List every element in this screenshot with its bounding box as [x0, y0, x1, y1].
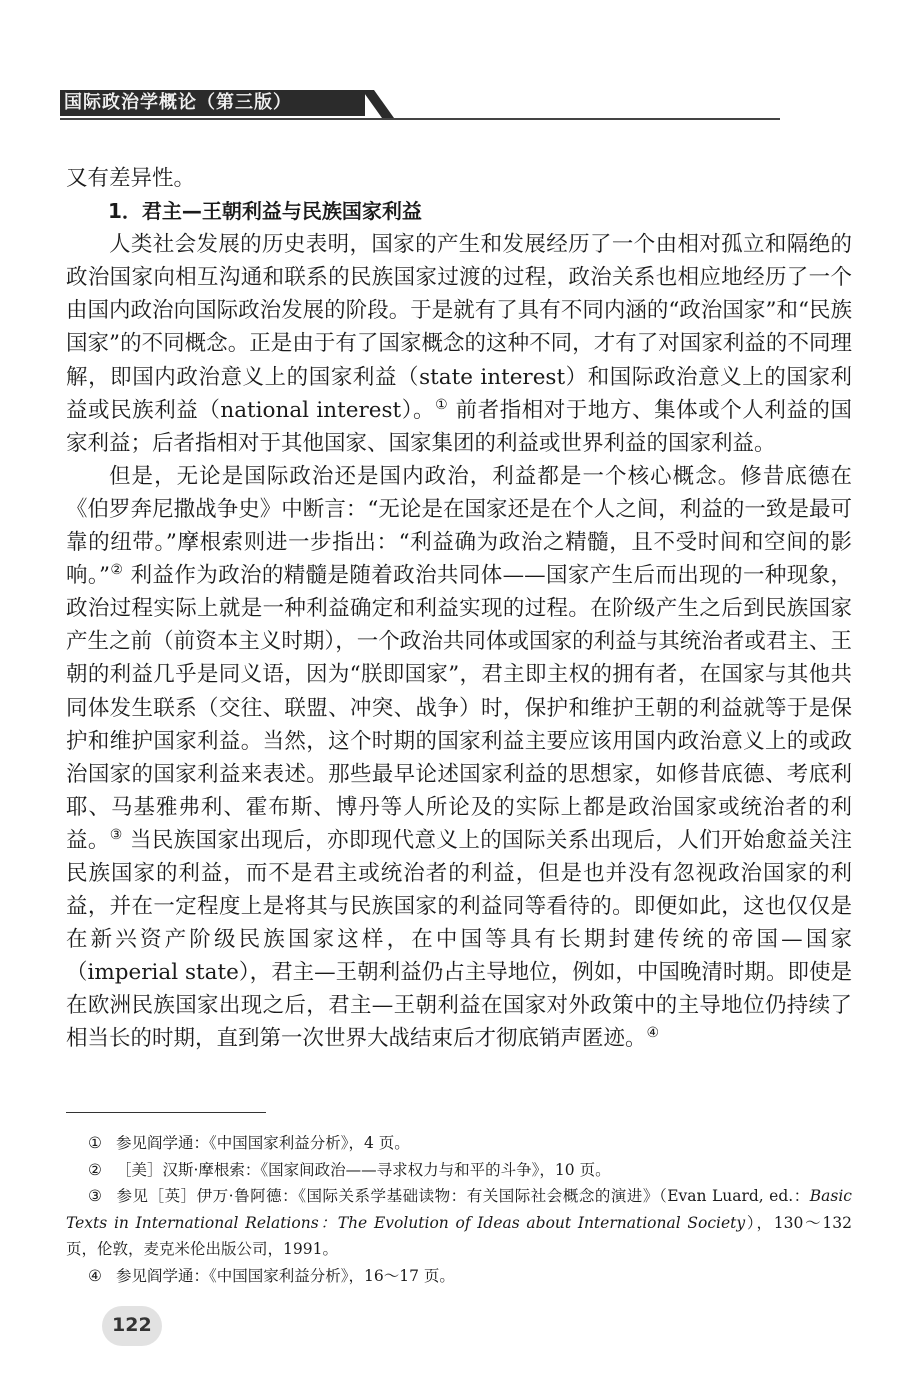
paragraph-2-text-b: 利益作为政治的精髓是随着政治共同体——国家产生后而出现的一种现象，政治过程实际上就是一种利益确定和利益实现的过程。在阶级产生之后到民族国家产生之前（前资本主义时期），一个政治共同体或国家的利益与其统治者或君主、王朝的利益几乎是同义语，因为“朕即国家”，君主即主权的拥有者，在国家与其他共同体发生联系（交往、联盟、冲突、战争）时，保护和维护王朝的利益就等于是保护和维护国家利益。当然，这个时期的国家利益主要应该用国内政治意义上的或政治国家的国家利益来表述。那些最早论述国家利益的思想家，如修昔底德、考底利耶、马基雅弗利、霍布斯、博丹等人所论及的实际上都是政治国家或统治者的利益。 — [66, 563, 852, 853]
header-rule — [60, 118, 780, 120]
header-arrow-icon — [360, 86, 400, 120]
footnote-ref-3[interactable]: ③ — [109, 826, 123, 843]
footnote-1-mark: ① — [88, 1134, 102, 1152]
section-heading: 1．君主—王朝利益与民族国家利益 — [108, 199, 422, 224]
paragraph-2-text-a: 但是，无论是国际政治还是国内政治，利益都是一个核心概念。修昔底德在《伯罗奔尼撒战争史》中断言：“无论是在国家还是在个人之间，利益的一致是最可靠的纽带。”摩根索则进一步指出：“利益确为政治之精髓，且不受时间和空间的影响。” — [66, 463, 852, 589]
paragraph-1-tail: 前者指相对于地方、集体或个人利益的国家利益；后者指相对于其他国家、国家集团的利益或世界利益的国家利益。 — [66, 397, 852, 456]
footnote-2-text: ［美］汉斯·摩根索：《国家间政治——寻求权力与和平的斗争》，10 页。 — [116, 1160, 611, 1179]
footnote-3-book-title: Basic Texts in International Relations：The Evolution of Ideas about International Society — [66, 1187, 852, 1232]
footnote-ref-2[interactable]: ② — [110, 562, 124, 579]
footnote-4-text: 参见阎学通：《中国国家利益分析》，16～17 页。 — [116, 1266, 455, 1285]
footnote-2-mark: ② — [88, 1160, 102, 1179]
footnote-3 — [66, 1183, 852, 1263]
main-text — [66, 162, 852, 1056]
footnote-3-mark: ③ — [88, 1187, 102, 1205]
footnote-ref-4[interactable]: ④ — [646, 1025, 660, 1042]
footnotes — [66, 1130, 852, 1289]
footnote-4 — [66, 1263, 852, 1290]
footnote-3-text-b: ），130～132 页，伦敦，麦克米伦出版公司，1991。 — [66, 1213, 853, 1258]
footnote-1 — [66, 1130, 852, 1157]
footnote-divider — [66, 1112, 266, 1113]
page-number: 122 — [112, 1314, 152, 1336]
paragraph-continuation: 又有差异性。 — [66, 166, 196, 191]
running-header — [60, 86, 780, 126]
footnote-1-text: 参见阎学通：《中国国家利益分析》，4 页。 — [116, 1134, 410, 1152]
paragraph-2 — [66, 460, 852, 1056]
footnote-4-mark: ④ — [88, 1266, 102, 1285]
paragraph-1-text: 人类社会发展的历史表明，国家的产生和发展经历了一个由相对孤立和隔绝的政治国家向相互沟通和联系的民族国家过渡的过程，政治关系也相应地经历了一个由国内政治向国际政治发展的阶段。于是就有了具有不同内涵的“政治国家”和“民族国家”的不同概念。正是由于有了国家概念的这种不同，才有了对国家利益的不同理解，即国内政治意义上的国家利益（state interest）和国际政治意义上的国家利益或民族利益（national interest）。 — [66, 232, 852, 423]
paragraph-1 — [66, 228, 852, 460]
paragraph-2-text-c: 当民族国家出现后，亦即现代意义上的国际关系出现后，人们开始愈益关注民族国家的利益，而不是君主或统治者的利益，但是也并没有忽视政治国家的利益，并在一定程度上是将其与民族国家的利益同等看待的。即便如此，这也仅仅是在新兴资产阶级民族国家这样，在中国等具有长期封建传统的帝国—国家（imperial state），君主—王朝利益仍占主导地位，例如，中国晚清时期。即使是在欧洲民族国家出现之后，君主—王朝利益在国家对外政策中的主导地位仍持续了相当长的时期，直到第一次世界大战结束后才彻底销声匿迹。 — [66, 827, 852, 1052]
running-header-title: 国际政治学概论（第三版） — [64, 92, 292, 113]
footnote-ref-1[interactable]: ① — [435, 396, 449, 413]
footnote-3-text-a: 参见［英］伊万·鲁阿德：《国际关系学基础读物：有关国际社会概念的演进》（Evan Luard, ed.： — [116, 1187, 810, 1205]
footnote-2 — [66, 1157, 852, 1184]
